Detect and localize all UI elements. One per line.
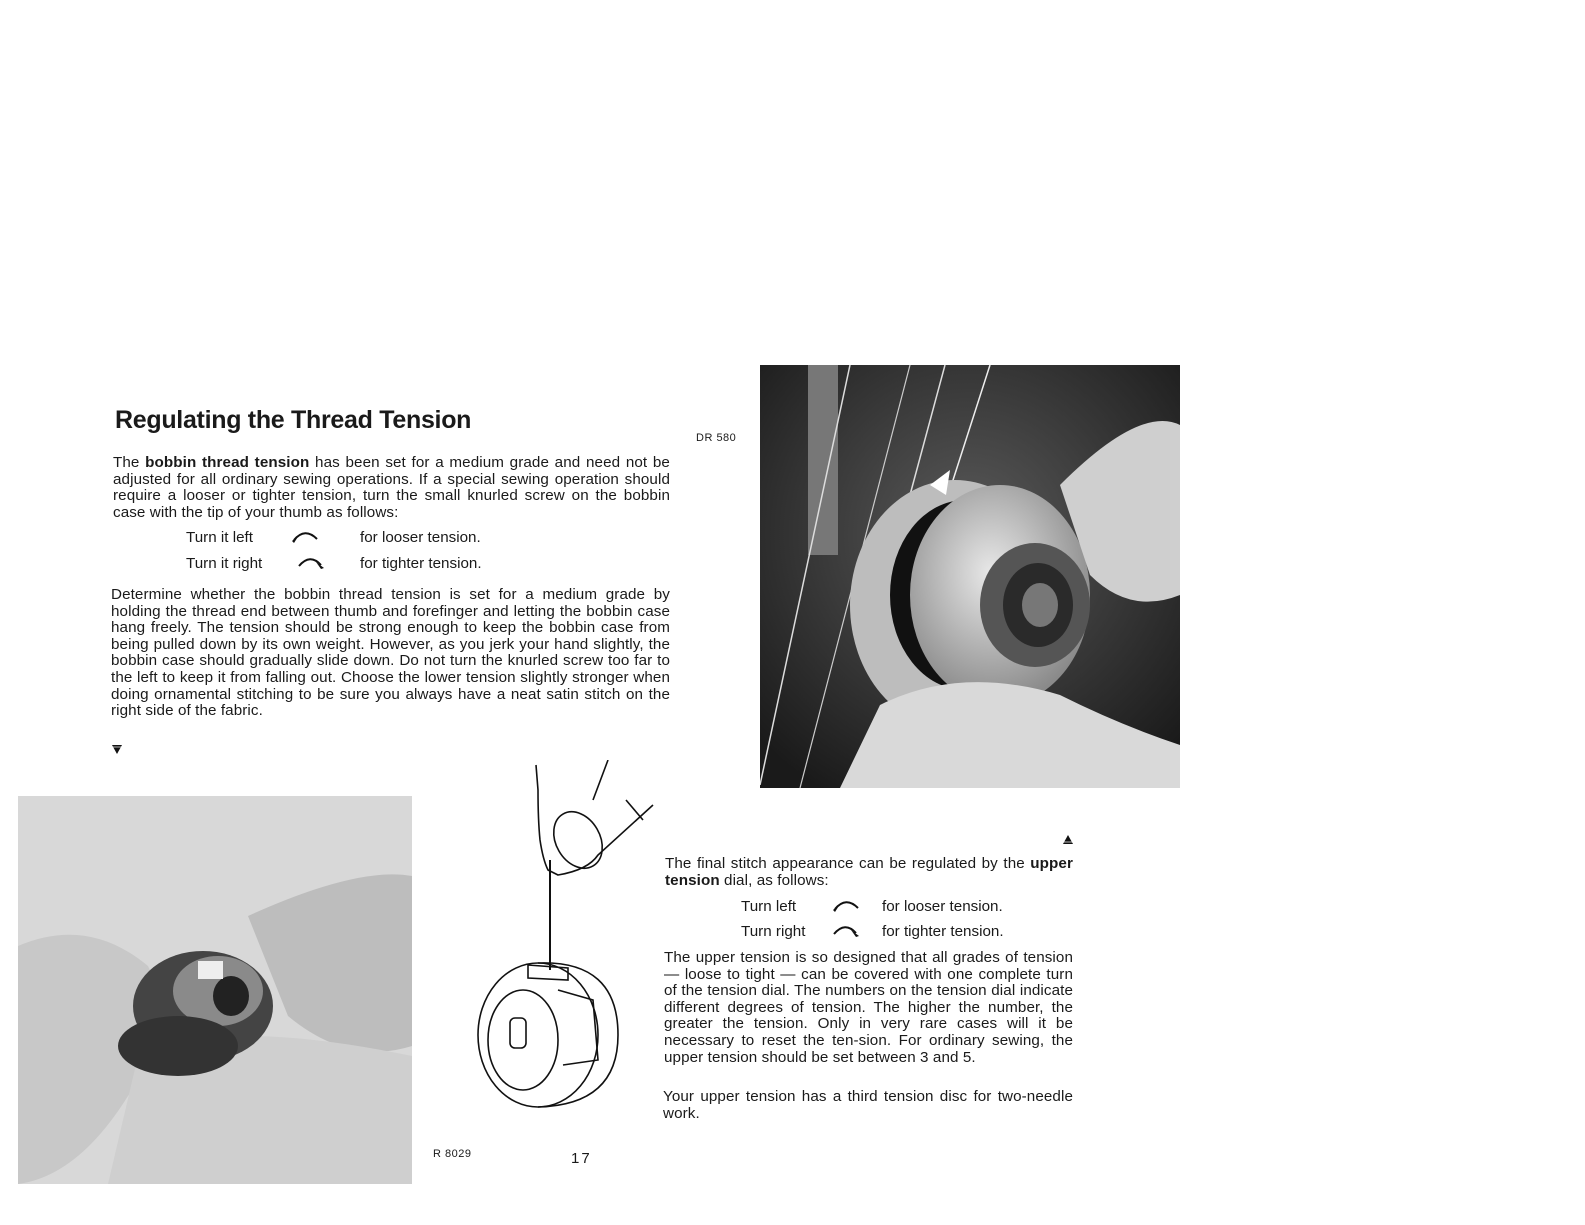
turn-left-desc: for looser tension. bbox=[360, 529, 481, 546]
tension-dial-photo bbox=[760, 365, 1180, 788]
upper-intro-bold: upper tension bbox=[665, 855, 1073, 889]
intro-bold: bobbin thread tension bbox=[145, 454, 310, 471]
photo-code: DR 580 bbox=[696, 432, 737, 444]
upper-tension-intro bbox=[665, 856, 1073, 889]
page-title: Regulating the Thread Tension bbox=[115, 406, 472, 434]
upper-tension-body: The upper tension is so designed that all grades of tension — loose to tight — can be covered with one complete turn of the tension dial. The numbers on the tension dial indicate different degrees of tension. The higher the number, the greater the tension. Only in very rare cases will it be necessary to reset the ten-sion. For ordinary sewing, the upper tension should be set between 3 and 5. bbox=[664, 949, 1073, 1066]
upper-turn-right-desc: for tighter tension. bbox=[882, 923, 1004, 940]
up-triangle-icon bbox=[1063, 834, 1073, 848]
page-number: 17 bbox=[571, 1150, 592, 1167]
intro-paragraph bbox=[113, 455, 670, 521]
upper-turn-left-label: Turn left bbox=[741, 898, 797, 915]
illustration-code: R 8029 bbox=[433, 1148, 472, 1160]
upper-turn-left-desc: for looser tension. bbox=[882, 898, 1003, 915]
bobbin-case-photo bbox=[18, 796, 412, 1184]
upper-intro-pre: The final stitch appearance can be regulated by the bbox=[665, 855, 1025, 872]
bobbin-illustration bbox=[468, 760, 658, 1115]
cw-arrow-icon bbox=[296, 553, 326, 573]
ccw-arrow-icon bbox=[290, 527, 320, 547]
turn-right-desc: for tighter tension. bbox=[360, 555, 482, 572]
cw-arrow-icon bbox=[831, 921, 861, 941]
upper-intro-rest: dial, as follows: bbox=[724, 871, 829, 889]
turn-right-label: Turn it right bbox=[186, 555, 263, 572]
turn-right-row bbox=[186, 555, 586, 575]
upper-turn-right-row bbox=[741, 923, 1071, 943]
turn-left-row bbox=[186, 529, 586, 549]
intro-rest: has been set for a medium grade and need not be adjusted for all ordinary sewing operations. If a special sewing operation should require a looser or tighter tension, turn the small knurled screw on the bobbin case with the tip of your thumb as follows: bbox=[113, 454, 670, 521]
turn-left-label: Turn it left bbox=[186, 529, 253, 546]
two-needle-note: Your upper tension has a third tension disc for two-needle work. bbox=[663, 1088, 1073, 1122]
intro-pre: The bbox=[113, 454, 140, 471]
upper-turn-left-row bbox=[741, 898, 1071, 918]
down-triangle-icon bbox=[112, 743, 122, 757]
ccw-arrow-icon bbox=[831, 896, 861, 916]
upper-turn-right-label: Turn right bbox=[741, 923, 806, 940]
body-paragraph: Determine whether the bobbin thread tension is set for a medium grade by holding the thread end between thumb and forefinger and letting the bobbin case hang freely. The tension should be strong enough to keep the bobbin case from being pulled down by its own weight. However, as you jerk your hand slightly, the bobbin case should gradually slide down. Do not turn the knurled screw too far to the left to keep it from falling out. Choose the lower tension slightly stronger when doing ornamental stitching to be sure you always have a neat satin stitch on the right side of the fabric. bbox=[111, 586, 670, 720]
